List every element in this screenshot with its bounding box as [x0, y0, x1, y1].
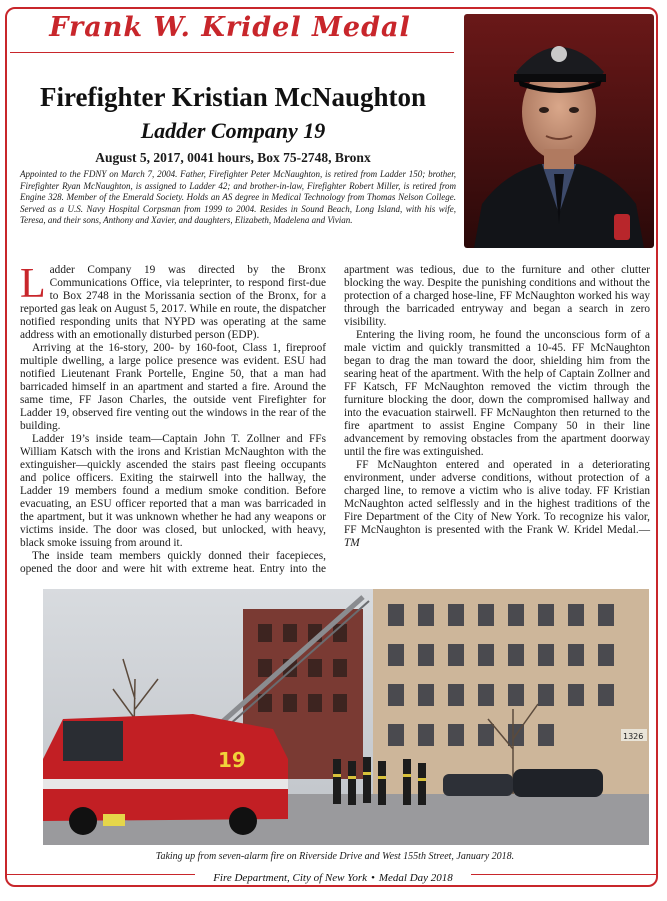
author-initials: TM — [344, 537, 360, 549]
firefighter-portrait — [464, 14, 654, 248]
portrait-image — [464, 14, 654, 248]
honoree-name: Firefighter Kristian McNaughton — [40, 82, 426, 112]
truck-number: 19 — [218, 748, 246, 772]
fire-scene-image — [43, 589, 649, 845]
article-paragraph-3: Ladder 19’s inside team—Captain John T. Zollner and FFs William Katsch with the irons and Kristian McNaughton with the extinguisher—quickly ascended the stairs past fleeing occupants and police officers. Exiting the stairwell into the hallway, the Ladder 19 members found a medium smoke condition. Before evacuating, an ESU officer reported that a man was barricaded in the apartment, but it was unknown whether he had any weapons or victims inside. The door was closed, but unlocked, with heavy, black smoke issuing from around it. — [20, 433, 326, 549]
page-footer — [195, 868, 471, 884]
article-paragraph-4: The inside team members quickly donned their facepieces, opened the door and were hit with extreme heat. Entry into the apartment was tedious, due to the furniture and other clutter blocking the way. Despite the punishing conditions and without the protection of a charged hose-line, FF McNaughton worked his way through the barricaded entryway and began a search in zero visibility. — [20, 264, 650, 575]
scene-photo — [43, 589, 649, 845]
medal-title: Frank W. Kridel Medal — [49, 12, 411, 43]
article-paragraph-6 — [344, 459, 650, 550]
biography: Appointed to the FDNY on March 7, 2004. Father, Firefighter Peter McNaughton, is retired from Ladder 150; brother, Firefighter Ryan McNaughton, is assigned to Ladder 42; and brother-in-law, Firefighter Robert Miller, is retired from Engine 328. Member of the Emerald Society. Holds an AS degree in Medical Technology from Thomas Nelson College. Served as a U.S. Navy Hospital Corpsman from 1999 to 2004. Resides in Sound Beach, Long Island, with his wife, Teresa, and their sons, Anthony and Xavier, and daughters, Elizabeth, Madelena and Vivian. — [20, 169, 456, 226]
drop-cap: L — [20, 261, 46, 307]
article-paragraph-2: Arriving at the 16-story, 200- by 160-foot, Class 1, fireproof multiple dwelling, a large police presence was evident. ESU had notified Lieutenant Frank Portelle, Engine 50, that a man had barricaded himself in an apartment and started a fire. Around the same time, FF Jason Charles, the outside vent Firefighter for Ladder 19, observed fire venting out the windows in the rear of the building. — [20, 342, 326, 432]
incident-dateline: August 5, 2017, 0041 hours, Box 75-2748, Bronx — [95, 150, 371, 165]
company-name: Ladder Company 19 — [140, 118, 326, 143]
article-paragraph-1-text: adder Company 19 was directed by the Bronx Communications Office, via teleprinter, to respond first-due to Box 2748 in the Morissania section of the Bronx, for a reported gas leak on August 5, 2017. While en route, the dispatcher notified responding units that NYPD was operating at the same address with an emotionally disturbed person (EDP). — [20, 264, 326, 341]
title-underline — [10, 52, 454, 53]
building-number: 1326 — [623, 732, 644, 741]
footer-event: Medal Day 2018 — [378, 872, 453, 884]
photo-caption: Taking up from seven-alarm fire on Riverside Drive and West 155th Street, January 2018. — [155, 851, 515, 862]
article-paragraph-1 — [20, 261, 326, 342]
article-body — [20, 261, 650, 576]
footer-department: Fire Department, City of New York — [213, 872, 367, 884]
article-paragraph-6-text: FF McNaughton entered and operated in a deteriorating environment, under adverse conditions, without protection of a charged line, to remove a victim who is alive today. FF Kristian McNaughton acted selflessly and in the highest traditions of the Fire Department of the City of New York. To recognize his valor, FF McNaughton is presented with the Frank W. Kridel Medal.— — [344, 459, 650, 536]
article-paragraph-5: Entering the living room, he found the unconscious form of a male victim and quickly transmitted a 10-45. FF McNaughton began to drag the man toward the door, shielding him from the searing heat of the apartment. With the help of Captain Zollner and FF Katsch, FF McNaughton removed the victim through the furniture blocking the door, down the compromised hallway and into the evacuation stairwell. FF McNaughton then returned to the fire apartment to assist Engine Company 50 in their line advancement by removing obstacles from the apartment doorway until the fire was extinguished. — [344, 329, 650, 458]
footer-separator: • — [371, 872, 375, 884]
